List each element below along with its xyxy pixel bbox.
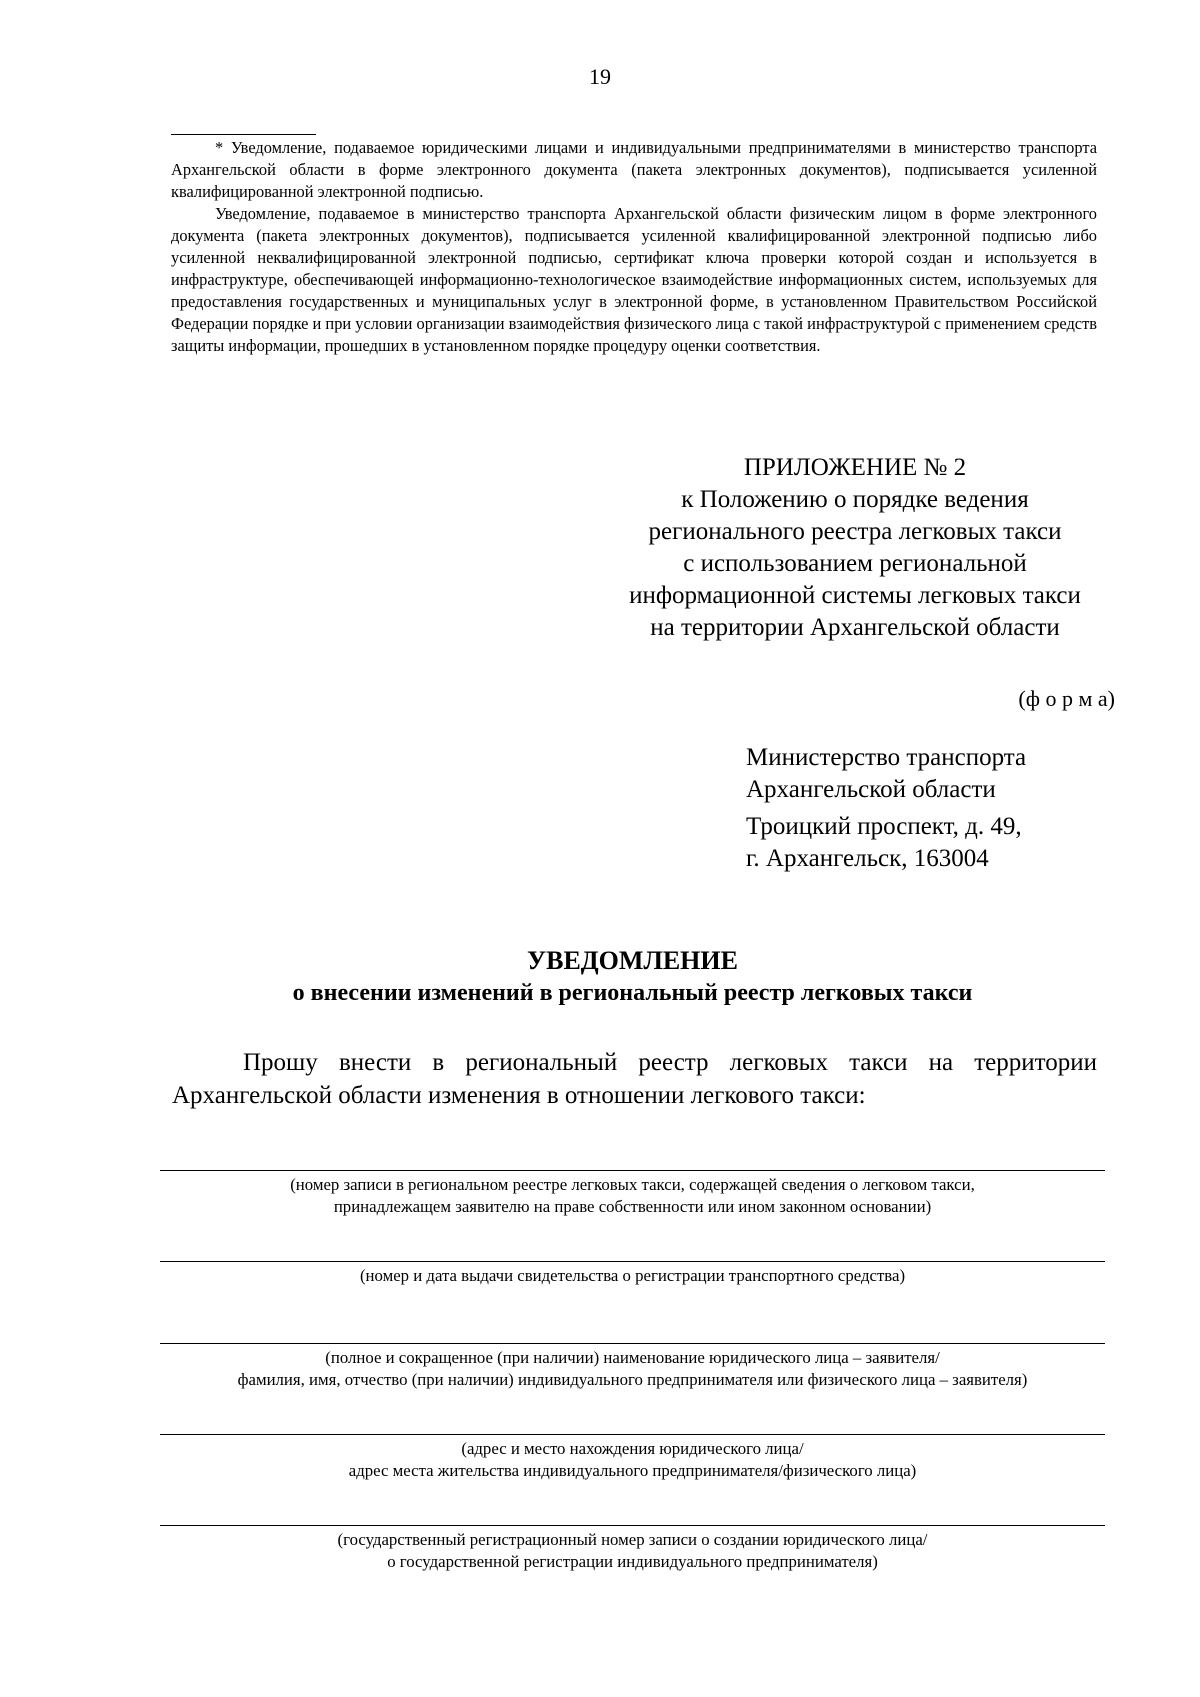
field-caption	[160, 1265, 1105, 1287]
footnote-paragraph-1: * Уведомление, подаваемое юридическими лицами и индивидуальными предпринимателями в министерство транспорта Архангельской области в форме электронного документа (пакета электронных документов), подписывается усиленной квалифицированной электронной подписью.	[171, 138, 1097, 201]
page-number: 19	[589, 64, 611, 89]
field-caption	[160, 1347, 1105, 1391]
footnote-separator	[171, 134, 316, 135]
fill-in-line	[160, 1261, 1105, 1262]
fill-in-line	[160, 1170, 1105, 1171]
annex-line: на территории Архангельской области	[650, 614, 1060, 641]
annex-header	[580, 452, 1130, 644]
caption-line: фамилия, имя, отчество (при наличии) индивидуального предпринимателя или физического лица – заявителя)	[237, 1370, 1028, 1389]
document-subtitle: о внесении изменений в региональный реестр легковых такси	[292, 980, 973, 1006]
addressee-line: г. Архангельск, 163004	[746, 845, 989, 872]
caption-line: (государственный регистрационный номер записи о создании юридического лица/	[337, 1530, 928, 1549]
field-caption	[160, 1529, 1105, 1573]
caption-line: о государственной регистрации индивидуального предпринимателя)	[387, 1552, 878, 1571]
caption-line: (номер и дата выдачи свидетельства о регистрации транспортного средства)	[359, 1266, 906, 1285]
annex-line: информационной системы легковых такси	[629, 582, 1081, 609]
field-caption	[160, 1174, 1105, 1218]
caption-line: адрес места жительства индивидуального предпринимателя/физического лица)	[348, 1461, 917, 1480]
addressee-line: Троицкий проспект, д. 49,	[746, 813, 1022, 840]
annex-line: к Положению о порядке ведения	[681, 486, 1029, 513]
caption-line: (адрес и место нахождения юридического лица/	[461, 1439, 804, 1458]
fill-in-line	[160, 1434, 1105, 1435]
addressee-line: Министерство транспорта	[746, 744, 1027, 771]
addressee-block	[746, 742, 1026, 875]
request-text: Прошу внести в региональный реестр легковых такси на территории Архангельской области изменения в отношении легкового такси:	[172, 1049, 1097, 1109]
field-caption	[160, 1438, 1105, 1482]
caption-line: (полное и сокращенное (при наличии) наименование юридического лица – заявителя/	[325, 1348, 940, 1367]
form-label: (ф о р м а)	[1018, 686, 1115, 711]
document-title: УВЕДОМЛЕНИЕ	[527, 946, 738, 975]
footnote-paragraph-2: Уведомление, подаваемое в министерство транспорта Архангельской области физическим лицом в форме электронного документа (пакета электронных документов), подписывается усиленной квалифицированной электронной подписью либо усиленной неквалифицированной электронной подписью, сертификат ключа проверки которой создан и используется в инфраструктуре, обеспечивающей информационно-технологическое взаимодействие информационных систем, используемых для предоставления государственных и муниципальных услуг в электронной форме, в установленном Правительством Российской Федерации порядке и при условии организации взаимодействия физического лица с такой инфраструктурой с применением средств защиты информации, прошедших в установленном порядке процедуру оценки соответствия.	[171, 204, 1097, 355]
fill-in-line	[160, 1343, 1105, 1344]
annex-line: регионального реестра легковых такси	[648, 518, 1062, 545]
annex-line: с использованием региональной	[683, 550, 1027, 577]
fill-in-line	[160, 1525, 1105, 1526]
caption-line: (номер записи в региональном реестре легковых такси, содержащей сведения о легковом такси,	[290, 1175, 975, 1194]
addressee-line: Архангельской области	[746, 776, 996, 803]
caption-line: принадлежащем заявителю на праве собственности или ином законном основании)	[333, 1197, 932, 1216]
annex-line: ПРИЛОЖЕНИЕ № 2	[743, 454, 967, 481]
